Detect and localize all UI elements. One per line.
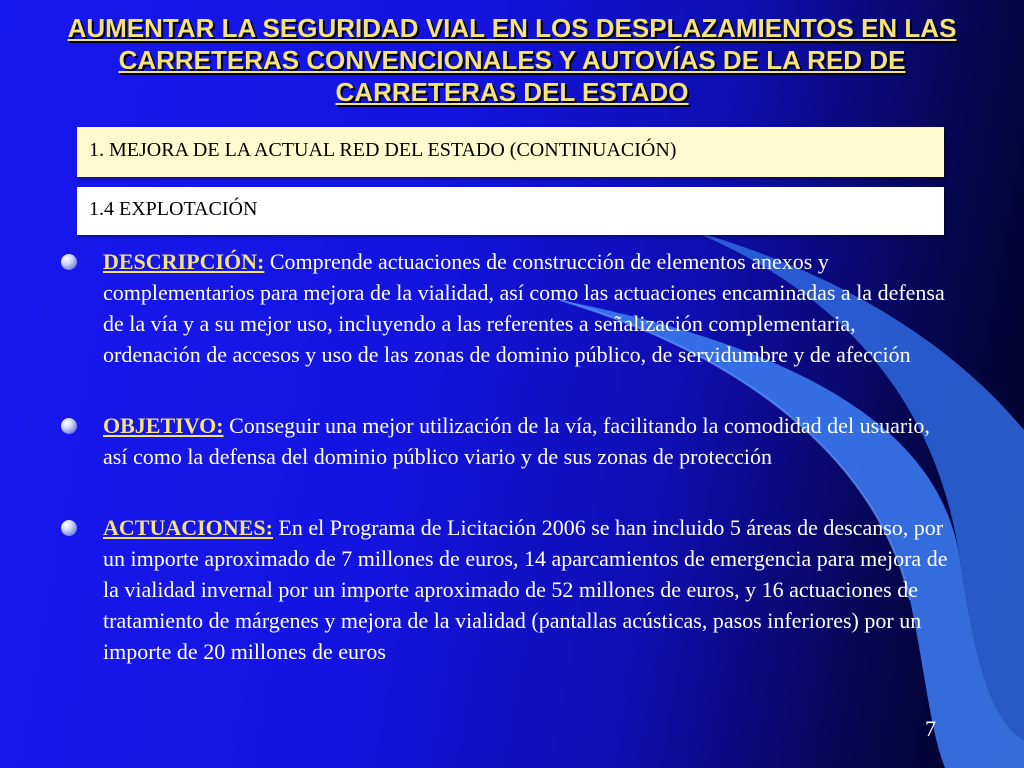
bullet-sphere-icon [61, 254, 77, 270]
bullet-text: Comprende actuaciones de construcción de elementos anexos y complementarios para mejora de la vialidad, así como las actuaciones encaminadas a la defensa de la vía y a su mejor uso, incluyendo a las referentes a señalización complementaria, ordenación de accesos y uso de las zonas de dominio público, de servidumbre y de afección [103, 249, 945, 367]
bullet-actuaciones [58, 512, 958, 667]
section-heading-box [77, 127, 944, 177]
bullet-label: ACTUACIONES: [103, 515, 273, 540]
bullet-objetivo [58, 410, 958, 472]
bullet-sphere-icon [61, 520, 77, 536]
subsection-heading-box [77, 187, 944, 235]
bullet-text: En el Programa de Licitación 2006 se han incluido 5 áreas de descanso, por un importe aproximado de 7 millones de euros, 14 aparcamientos de emergencia para mejora de la vialidad invernal por un importe aproximado de 52 millones de euros, y 16 actuaciones de tratamiento de márgenes y mejora de la vialidad (pantallas acústicas, pasos inferiores) por un importe de 20 millones de euros [103, 515, 948, 664]
subsection-heading: 1.4 EXPLOTACIÓN [89, 198, 258, 220]
bullet-descripcion [58, 246, 958, 370]
bullet-list [58, 246, 958, 667]
section-heading: 1. MEJORA DE LA ACTUAL RED DEL ESTADO (CONTINUACIÓN) [89, 139, 677, 161]
bullet-text: Conseguir una mejor utilización de la vía, facilitando la comodidad del usuario, así como la defensa del dominio público viario y de sus zonas de protección [103, 413, 930, 469]
bullet-label: DESCRIPCIÓN: [103, 249, 265, 274]
slide-title: AUMENTAR LA SEGURIDAD VIAL EN LOS DESPLAZAMIENTOS EN LAS CARRETERAS CONVENCIONALES Y AUTOVÍAS DE LA RED DE CARRETERAS DEL ESTADO [67, 13, 957, 107]
bullet-sphere-icon [61, 418, 77, 434]
bullet-label: OBJETIVO: [103, 413, 224, 438]
page-number: 7 [925, 716, 936, 741]
